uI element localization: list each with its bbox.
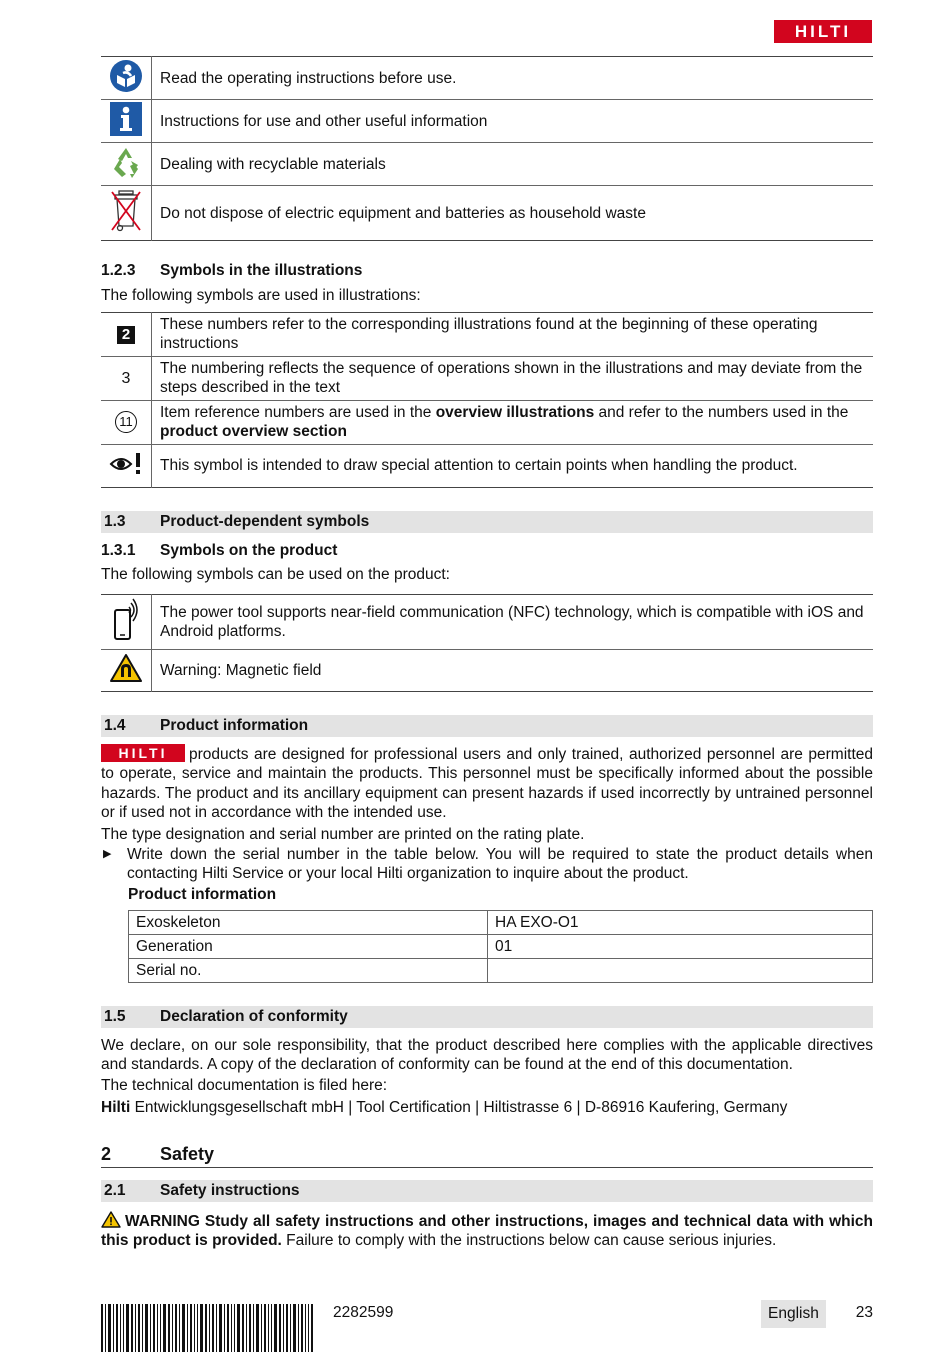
table-row bbox=[101, 356, 873, 400]
symbol-description: Read the operating instructions before use. bbox=[160, 69, 457, 87]
table-cell: HA EXO-O1 bbox=[488, 910, 873, 934]
symbol-description: The power tool supports near-field communication (NFC) technology, which is compatible with iOS and Android platforms. bbox=[160, 604, 864, 641]
illustration-number-icon: 2 bbox=[117, 326, 135, 344]
nfc-phone-icon bbox=[111, 598, 141, 642]
table-row bbox=[101, 312, 873, 356]
symbol-description: Dealing with recyclable materials bbox=[152, 143, 874, 186]
table-row bbox=[101, 143, 873, 186]
product-information-table bbox=[128, 910, 873, 983]
paragraph: We declare, on our sole responsibility, that the product described here complies with the applicable directives and standards. A copy of the declaration of conformity can be found at the end of this documentation. bbox=[101, 1036, 873, 1073]
bullet-icon: ▶ bbox=[103, 847, 112, 860]
table-row bbox=[101, 57, 873, 100]
warning-icon bbox=[101, 1211, 121, 1228]
page-content bbox=[101, 56, 873, 1250]
table-row bbox=[101, 186, 873, 241]
section-intro: The following symbols are used in illustrations: bbox=[101, 287, 421, 305]
chapter-heading: 2 Safety bbox=[101, 1142, 873, 1168]
crossed-bin-icon bbox=[110, 188, 142, 234]
table-cell: Serial no. bbox=[129, 958, 488, 982]
language-label: English bbox=[761, 1300, 826, 1328]
svg-text:HILTI: HILTI bbox=[118, 745, 168, 762]
illustration-symbols-table bbox=[101, 312, 873, 488]
symbol-description: Item reference numbers are used in the overview illustrations and refer to the numbers used in the product overview section bbox=[152, 400, 874, 444]
symbol-description: The numbering reflects the sequence of operations shown in the illustrations and may deviate from the steps described in the text bbox=[152, 356, 874, 400]
symbol-description: Instructions for use and other useful information bbox=[152, 100, 874, 143]
section-heading: 1.2.3 Symbols in the illustrations bbox=[101, 262, 363, 279]
product-symbols-table bbox=[101, 594, 873, 692]
page-footer bbox=[101, 1300, 873, 1352]
table-row bbox=[101, 650, 873, 692]
table-row bbox=[129, 958, 873, 982]
list-item: ▶ Write down the serial number in the table below. You will be required to state the product details when contacting Hilti Service or your local Hilti organization to inquire about the product. bbox=[103, 845, 873, 882]
hilti-inline-logo bbox=[101, 744, 185, 762]
table-cell: Generation bbox=[129, 934, 488, 958]
paragraph: HILTI products are designed for professional users and only trained, authorized personnel are permitted to operate, service and maintain the products. This personnel must be specifically informed about the possible hazards. The product and its ancillary equipment can present hazards if used incorrectly by untrained personnel or if used not in accordance with the intended use. bbox=[101, 745, 873, 822]
warning-paragraph: WARNING Study all safety instructions and other instructions, images and technical data with which this product is provided. Failure to comply with the instructions below can cause serious injuries. bbox=[101, 1212, 873, 1250]
table-row bbox=[101, 100, 873, 143]
paragraph: The technical documentation is filed here: bbox=[101, 1077, 388, 1095]
serial-number-cell[interactable] bbox=[488, 958, 873, 982]
magnetic-warning-icon bbox=[109, 653, 143, 683]
step-number: 3 bbox=[101, 356, 152, 400]
barcode bbox=[101, 1304, 313, 1352]
symbol-description: These numbers refer to the corresponding illustrations found at the beginning of these operating instructions bbox=[160, 316, 818, 353]
symbol-description: This symbol is intended to draw special attention to certain points when handling the product. bbox=[152, 444, 874, 487]
table-row bbox=[101, 595, 873, 650]
hilti-logo bbox=[774, 20, 872, 43]
table-cell: Exoskeleton bbox=[129, 910, 488, 934]
general-symbols-table bbox=[101, 56, 873, 241]
section-intro: The following symbols can be used on the product: bbox=[101, 565, 450, 583]
svg-text:HILTI: HILTI bbox=[794, 22, 852, 41]
table-row bbox=[129, 934, 873, 958]
section-heading: 1.5 Declaration of conformity bbox=[101, 1006, 873, 1028]
paragraph: The type designation and serial number are printed on the rating plate. bbox=[101, 826, 585, 844]
symbol-description: Warning: Magnetic field bbox=[152, 650, 874, 692]
table-title: Product information bbox=[128, 886, 277, 904]
recycle-icon bbox=[109, 145, 143, 179]
item-reference-icon: 11 bbox=[115, 411, 137, 433]
document-code: 2282599 bbox=[333, 1304, 394, 1321]
eye-attention-icon bbox=[109, 452, 143, 474]
read-manual-icon bbox=[109, 59, 143, 93]
info-icon bbox=[110, 102, 142, 136]
page-number: 23 bbox=[855, 1304, 873, 1321]
section-heading: 2.1 Safety instructions bbox=[101, 1180, 873, 1202]
table-row bbox=[129, 910, 873, 934]
section-heading: 1.4 Product information bbox=[101, 715, 873, 737]
table-cell: 01 bbox=[488, 934, 873, 958]
section-heading: 1.3 Product-dependent symbols bbox=[101, 511, 873, 533]
section-heading: 1.3.1 Symbols on the product bbox=[101, 541, 338, 559]
table-row bbox=[101, 444, 873, 487]
table-row bbox=[101, 400, 873, 444]
address: Hilti Entwicklungsgesellschaft mbH | Tool Certification | Hiltistrasse 6 | D-86916 Kaufering, Germany bbox=[101, 1099, 788, 1117]
symbol-description: Do not dispose of electric equipment and batteries as household waste bbox=[152, 186, 874, 241]
